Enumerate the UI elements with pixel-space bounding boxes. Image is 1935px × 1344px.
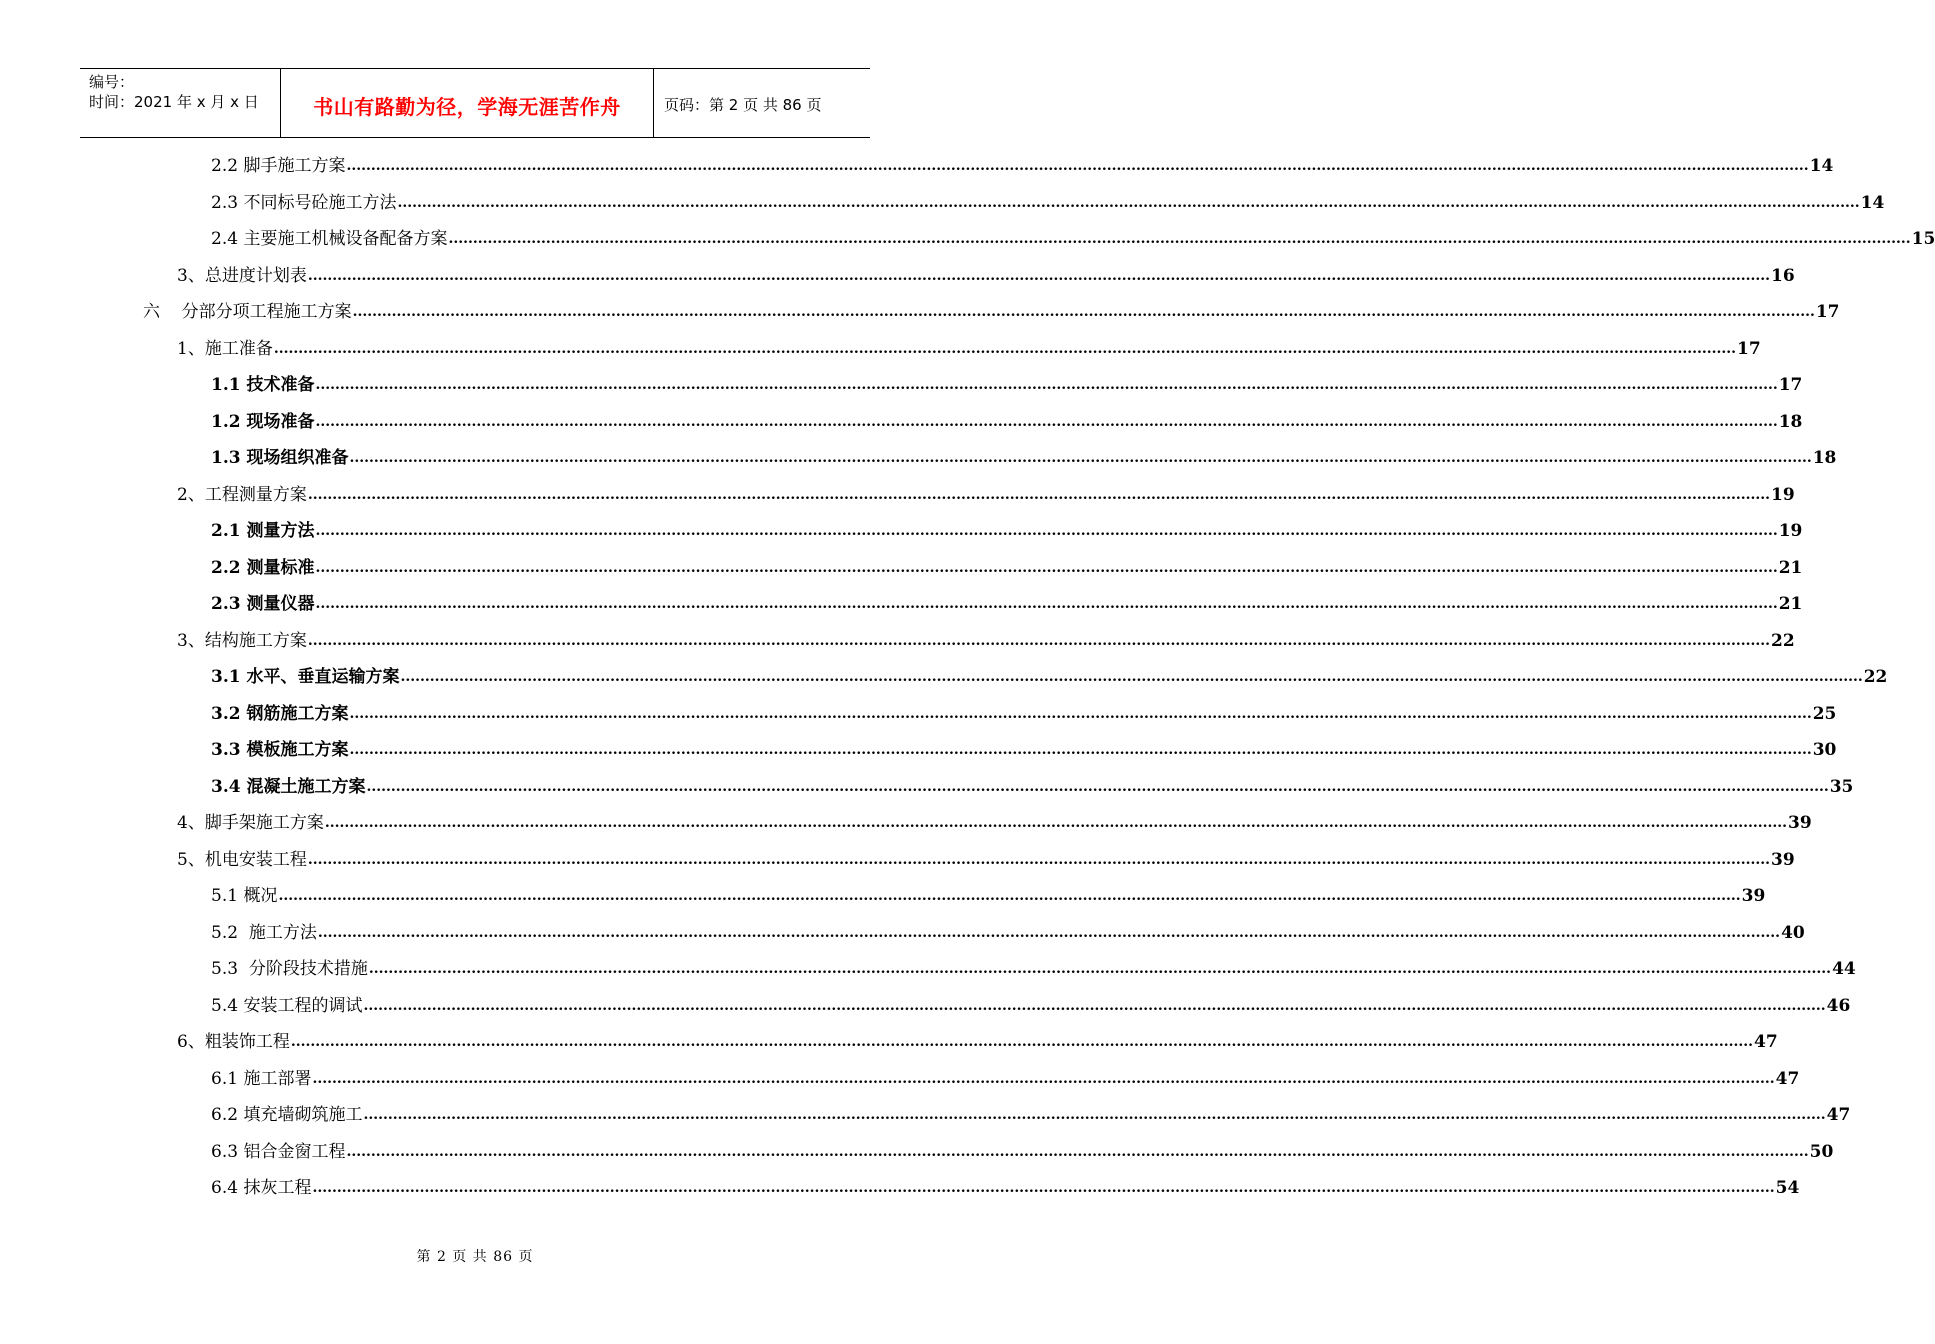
toc-entry-page-number: 30 — [1812, 740, 1837, 760]
toc-entry-page-number: 18 — [1812, 448, 1837, 468]
toc-entry-page-number: 16 — [1771, 265, 1795, 286]
toc-entry-page-number: 21 — [1778, 594, 1803, 614]
toc-entry-title: 5.2 施工方法 — [211, 922, 317, 943]
toc-entry-title: 2.3 测量仪器 — [211, 594, 315, 614]
toc-entry-page-number: 14 — [1860, 192, 1885, 213]
toc-leader-dots: ............................................................................................................................................................................................................................................................................................................ — [324, 815, 1788, 831]
toc-entry-title: 3.3 模板施工方案 — [211, 740, 349, 760]
toc-entry-title: 5.3 分阶段技术措施 — [211, 959, 368, 979]
toc-entry-title: 6.2 填充墙砌筑施工 — [211, 1105, 363, 1125]
toc-entry-page-number: 14 — [1809, 156, 1834, 176]
toc-entry-title: 1.3 现场组织准备 — [211, 448, 349, 468]
toc-entry-title: 5.4 安装工程的调试 — [211, 995, 363, 1016]
toc-entry-title: 5、机电安装工程 — [177, 849, 307, 870]
toc-leader-dots: ............................................................................................................................................................................................................................................................................................................ — [366, 778, 1829, 795]
toc-entry-page-number: 39 — [1771, 849, 1795, 870]
toc-entry[interactable] — [211, 1176, 1800, 1200]
toc-entry[interactable] — [211, 884, 1766, 908]
toc-leader-dots: ............................................................................................................................................................................................................................................................................................................ — [312, 1070, 1775, 1087]
toc-entry-page-number: 47 — [1754, 1032, 1778, 1052]
toc-entry-page-number: 39 — [1741, 886, 1766, 906]
toc-entry-title: 1.1 技术准备 — [211, 375, 315, 395]
header-meta — [80, 69, 281, 137]
toc-leader-dots: ............................................................................................................................................................................................................................................................................................................ — [349, 450, 1812, 466]
header-page-info: 页码：第 2 页 共 86 页 — [664, 95, 822, 114]
toc-leader-dots: ............................................................................................................................................................................................................................................................................................................ — [312, 1180, 1775, 1196]
toc-entry[interactable] — [211, 1140, 1834, 1164]
toc-entry-title: 1.2 现场准备 — [211, 411, 315, 432]
toc-leader-dots: ............................................................................................................................................................................................................................................................................................................ — [307, 267, 1771, 284]
toc-entry[interactable] — [211, 446, 1837, 470]
toc-leader-dots: ............................................................................................................................................................................................................................................................................................................ — [307, 851, 1771, 868]
toc-leader-dots: ............................................................................................................................................................................................................................................................................................................ — [346, 158, 1809, 174]
toc-entry-title: 1、施工准备 — [177, 338, 273, 359]
toc-entry-page-number: 46 — [1826, 995, 1851, 1016]
page-header — [80, 68, 870, 138]
toc-leader-dots: ............................................................................................................................................................................................................................................................................................................ — [363, 997, 1826, 1014]
toc-entry[interactable] — [177, 811, 1812, 835]
toc-leader-dots: ............................................................................................................................................................................................................................................................................................................ — [290, 1034, 1754, 1050]
toc-entry-page-number: 47 — [1826, 1105, 1851, 1125]
toc-entry-title: 2、工程测量方案 — [177, 484, 307, 505]
toc-entry-page-number: 50 — [1809, 1141, 1834, 1162]
toc-entry[interactable] — [177, 848, 1795, 872]
toc-entry[interactable] — [177, 483, 1795, 507]
toc-entry-page-number: 21 — [1778, 557, 1803, 578]
toc-entry-title: 2.2 脚手施工方案 — [211, 156, 346, 176]
toc-entry-title: 5.1 概况 — [211, 886, 278, 906]
document-number-label: 编号： — [89, 73, 135, 91]
toc-entry[interactable] — [177, 264, 1795, 288]
toc-entry-page-number: 22 — [1863, 667, 1888, 687]
toc-leader-dots: ............................................................................................................................................................................................................................................................................................................ — [315, 559, 1778, 576]
toc-entry[interactable] — [211, 1067, 1800, 1091]
toc-entry-page-number: 54 — [1775, 1178, 1800, 1198]
toc-entry[interactable] — [211, 738, 1837, 762]
toc-leader-dots: ............................................................................................................................................................................................................................................................................................................ — [317, 924, 1781, 941]
document-date: 时间：2021 年 x 月 x 日 — [89, 93, 259, 111]
toc-leader-dots: ............................................................................................................................................................................................................................................................................................................ — [400, 669, 1863, 685]
toc-entry[interactable] — [211, 519, 1803, 543]
toc-leader-dots: ............................................................................................................................................................................................................................................................................................................ — [315, 413, 1778, 430]
toc-leader-dots: ............................................................................................................................................................................................................................................................................................................ — [346, 1143, 1809, 1160]
toc-entry[interactable] — [211, 227, 1935, 251]
toc-entry-title: 3.1 水平、垂直运输方案 — [211, 667, 400, 687]
toc-leader-dots: ............................................................................................................................................................................................................................................................................................................ — [307, 486, 1771, 503]
toc-entry[interactable] — [211, 775, 1854, 799]
toc-leader-dots: ............................................................................................................................................................................................................................................................................................................ — [349, 742, 1812, 758]
toc-entry[interactable] — [211, 410, 1803, 434]
toc-entry[interactable] — [211, 373, 1803, 397]
toc-entry-page-number: 22 — [1771, 630, 1795, 651]
toc-entry-page-number: 44 — [1832, 959, 1856, 979]
toc-leader-dots: ............................................................................................................................................................................................................................................................................................................ — [368, 961, 1832, 977]
toc-leader-dots: ............................................................................................................................................................................................................................................................................................................ — [349, 705, 1812, 722]
toc-entry-page-number: 25 — [1812, 703, 1837, 724]
toc-entry[interactable] — [211, 665, 1888, 689]
toc-entry[interactable] — [211, 921, 1805, 945]
toc-entry-title: 六 分部分项工程施工方案 — [143, 302, 352, 322]
toc-entry-page-number: 19 — [1778, 521, 1803, 541]
toc-entry-page-number: 39 — [1788, 813, 1812, 833]
page-footer: 第 2 页 共 86 页 — [416, 1249, 534, 1265]
header-motto: 书山有路勤为径，学海无涯苦作舟 — [281, 69, 654, 137]
toc-entry-title: 2.2 测量标准 — [211, 557, 315, 578]
toc-entry-title: 6、粗装饰工程 — [177, 1032, 290, 1052]
toc-entry[interactable] — [177, 1030, 1778, 1054]
toc-leader-dots: ............................................................................................................................................................................................................................................................................................................ — [307, 632, 1771, 649]
toc-entry[interactable] — [211, 191, 1885, 215]
toc-entry-page-number: 17 — [1737, 338, 1761, 359]
toc-entry[interactable] — [211, 957, 1856, 981]
toc-entry-title: 3、总进度计划表 — [177, 265, 307, 286]
toc-entry-page-number: 17 — [1778, 375, 1803, 395]
toc-entry-page-number: 19 — [1771, 484, 1795, 505]
toc-leader-dots: ............................................................................................................................................................................................................................................................................................................ — [278, 888, 1741, 904]
toc-leader-dots: ............................................................................................................................................................................................................................................................................................................ — [397, 194, 1860, 211]
toc-entry[interactable] — [177, 629, 1795, 653]
toc-entry-title: 2.4 主要施工机械设备配备方案 — [211, 229, 448, 249]
toc-leader-dots: ............................................................................................................................................................................................................................................................................................................ — [315, 523, 1778, 539]
toc-entry-page-number: 47 — [1775, 1068, 1800, 1089]
toc-leader-dots: ............................................................................................................................................................................................................................................................................................................ — [273, 340, 1737, 357]
toc-leader-dots: ............................................................................................................................................................................................................................................................................................................ — [448, 231, 1911, 247]
toc-entry-title: 3.2 钢筋施工方案 — [211, 703, 349, 724]
toc-entry-page-number: 17 — [1815, 302, 1840, 322]
toc-entry-title: 2.1 测量方法 — [211, 521, 315, 541]
toc-entry-page-number: 18 — [1778, 411, 1803, 432]
toc-leader-dots: ............................................................................................................................................................................................................................................................................................................ — [363, 1107, 1826, 1123]
toc-entry-title: 2.3 不同标号砼施工方法 — [211, 192, 397, 213]
toc-entry[interactable] — [211, 556, 1803, 580]
toc-entry-title: 3、结构施工方案 — [177, 630, 307, 651]
toc-entry-title: 6.4 抹灰工程 — [211, 1178, 312, 1198]
toc-entry[interactable] — [211, 154, 1834, 178]
toc-entry[interactable] — [143, 300, 1840, 324]
toc-entry[interactable] — [177, 337, 1761, 361]
toc-entry[interactable] — [211, 592, 1803, 616]
toc-entry-page-number: 35 — [1829, 776, 1854, 797]
toc-entry-title: 3.4 混凝土施工方案 — [211, 776, 366, 797]
toc-entry-page-number: 40 — [1781, 922, 1805, 943]
toc-entry-title: 6.3 铝合金窗工程 — [211, 1141, 346, 1162]
toc-entry[interactable] — [211, 702, 1837, 726]
toc-entry[interactable] — [211, 994, 1851, 1018]
toc-leader-dots: ............................................................................................................................................................................................................................................................................................................ — [352, 304, 1815, 320]
toc-entry-title: 6.1 施工部署 — [211, 1068, 312, 1089]
toc-entry-page-number: 15 — [1911, 229, 1935, 249]
toc-leader-dots: ............................................................................................................................................................................................................................................................................................................ — [315, 596, 1778, 612]
toc-leader-dots: ............................................................................................................................................................................................................................................................................................................ — [315, 377, 1778, 393]
toc-entry-title: 4、脚手架施工方案 — [177, 813, 324, 833]
toc-entry[interactable] — [211, 1103, 1851, 1127]
